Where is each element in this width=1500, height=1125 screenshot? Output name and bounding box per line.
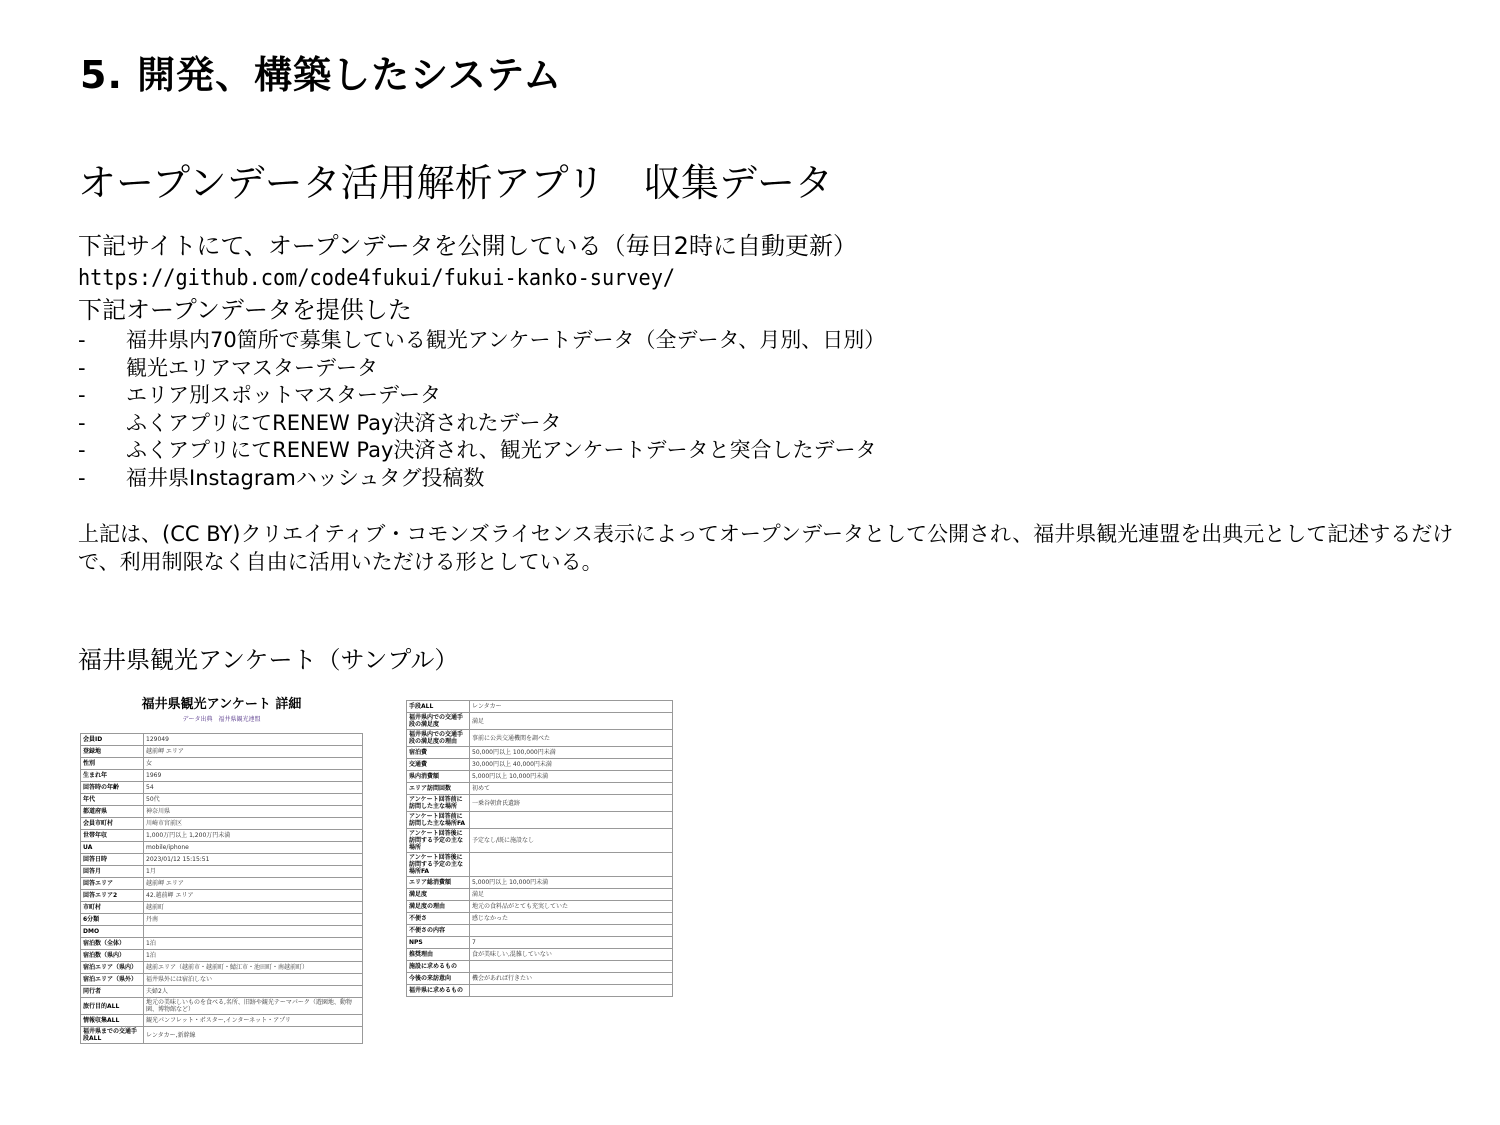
sample-sheet-2 bbox=[406, 700, 673, 1090]
field-name: 情報収集ALL bbox=[81, 1015, 144, 1027]
field-name: UA bbox=[81, 842, 144, 854]
table-row bbox=[81, 998, 363, 1015]
field-name: 登録地 bbox=[81, 746, 144, 758]
list-item-text: 福井県内70箇所で募集している観光アンケートデータ（全データ、月別、日別） bbox=[126, 328, 886, 352]
table-row bbox=[407, 985, 673, 997]
field-name: 6分類 bbox=[81, 914, 144, 926]
table-row bbox=[407, 937, 673, 949]
field-name: アンケート回答前に訪問した主な場所FA bbox=[407, 812, 470, 829]
field-value: レンタカー,新幹線 bbox=[144, 1027, 363, 1044]
field-value: 5,000円以上 10,000円未満 bbox=[470, 877, 673, 889]
field-name: 旅行目的ALL bbox=[81, 998, 144, 1015]
table-row bbox=[407, 973, 673, 985]
field-value: 地元の食料品がとても充実していた bbox=[470, 901, 673, 913]
field-value: 2023/01/12 15:15:51 bbox=[144, 854, 363, 866]
table-row bbox=[81, 746, 363, 758]
field-value: 夫婦2人 bbox=[144, 986, 363, 998]
slide-title: 5. 開発、構築したシステム bbox=[80, 53, 563, 97]
field-value: 54 bbox=[144, 782, 363, 794]
sample-title: 福井県観光アンケート（サンプル） bbox=[78, 646, 459, 674]
field-value bbox=[470, 853, 673, 877]
field-value bbox=[470, 812, 673, 829]
field-name: 市町村 bbox=[81, 902, 144, 914]
survey-table bbox=[80, 733, 363, 1044]
table-row bbox=[407, 759, 673, 771]
table-row bbox=[407, 829, 673, 853]
table-row bbox=[407, 771, 673, 783]
table-row bbox=[81, 818, 363, 830]
field-name: 推奨理由 bbox=[407, 949, 470, 961]
table-row bbox=[407, 783, 673, 795]
field-value: 一乗谷朝倉氏遺跡 bbox=[470, 795, 673, 812]
field-value: 1泊 bbox=[144, 950, 363, 962]
field-name: 宿泊数（全体） bbox=[81, 938, 144, 950]
field-name: 県内消費額 bbox=[407, 771, 470, 783]
table-row bbox=[81, 974, 363, 986]
field-value bbox=[470, 961, 673, 973]
table-row bbox=[81, 1015, 363, 1027]
list-item bbox=[78, 327, 1458, 355]
field-value: 越前町 bbox=[144, 902, 363, 914]
table-row bbox=[407, 713, 673, 730]
table-row bbox=[407, 812, 673, 829]
field-name: 満足度の理由 bbox=[407, 901, 470, 913]
field-value: 感じなかった bbox=[470, 913, 673, 925]
field-value: mobile/iphone bbox=[144, 842, 363, 854]
table-row bbox=[407, 701, 673, 713]
bullet-marker: - bbox=[78, 383, 86, 407]
field-value: 42.越前岬 エリア bbox=[144, 890, 363, 902]
field-value: 福井県外には宿泊しない bbox=[144, 974, 363, 986]
field-value: 観光パンフレット・ポスター,インターネット・アプリ bbox=[144, 1015, 363, 1027]
field-value bbox=[144, 926, 363, 938]
field-value: 丹南 bbox=[144, 914, 363, 926]
table-row bbox=[81, 770, 363, 782]
list-item bbox=[78, 410, 1458, 438]
table-row bbox=[81, 758, 363, 770]
table-row bbox=[81, 854, 363, 866]
field-name: 回答エリア2 bbox=[81, 890, 144, 902]
field-name: 交通費 bbox=[407, 759, 470, 771]
field-name: 宿泊費 bbox=[407, 747, 470, 759]
field-name: 不便さ bbox=[407, 913, 470, 925]
table-row bbox=[407, 949, 673, 961]
table-row bbox=[81, 890, 363, 902]
field-value: 事前に公共交通機関を調べた bbox=[470, 730, 673, 747]
bullet-marker: - bbox=[78, 438, 86, 462]
bullet-marker: - bbox=[78, 355, 86, 380]
field-value: 越前岬 エリア bbox=[144, 878, 363, 890]
list-item-text: ふくアプリにてRENEW Pay決済されたデータ bbox=[126, 410, 562, 435]
field-name: 宿泊エリア（県外） bbox=[81, 974, 144, 986]
field-name: 世帯年収 bbox=[81, 830, 144, 842]
field-name: 福井県に求めるもの bbox=[407, 985, 470, 997]
table-row bbox=[81, 878, 363, 890]
bullet-marker: - bbox=[78, 465, 86, 490]
intro-text: 下記サイトにて、オープンデータを公開している（毎日2時に自動更新） bbox=[78, 232, 857, 260]
field-name: エリア総消費額 bbox=[407, 877, 470, 889]
table-row bbox=[81, 986, 363, 998]
table-row bbox=[81, 914, 363, 926]
content-block bbox=[78, 230, 1458, 492]
field-name: DMO bbox=[81, 926, 144, 938]
table-row bbox=[407, 877, 673, 889]
list-item-text: ふくアプリにてRENEW Pay決済され、観光アンケートデータと突合したデータ bbox=[126, 438, 877, 462]
field-value: 食が美味しい,混雑していない bbox=[470, 949, 673, 961]
table-row bbox=[407, 889, 673, 901]
table-row bbox=[407, 901, 673, 913]
field-name: 福井県までの交通手段ALL bbox=[81, 1027, 144, 1044]
field-name: 不便さの内容 bbox=[407, 925, 470, 937]
field-value: 1泊 bbox=[144, 938, 363, 950]
field-name: 回答日時 bbox=[81, 854, 144, 866]
field-value: 満足 bbox=[470, 889, 673, 901]
table-row bbox=[81, 962, 363, 974]
dataset-list bbox=[78, 327, 1458, 492]
field-name: アンケート回答前に訪問した主な場所 bbox=[407, 795, 470, 812]
field-value: 30,000円以上 40,000円未満 bbox=[470, 759, 673, 771]
field-value bbox=[470, 925, 673, 937]
field-value: 神奈川県 bbox=[144, 806, 363, 818]
table-row bbox=[81, 806, 363, 818]
list-item-text: エリア別スポットマスターデータ bbox=[126, 383, 441, 407]
field-name: 宿泊エリア（県内） bbox=[81, 962, 144, 974]
field-value: 越前エリア（越前市・越前町・鯖江市・池田町・南越前町） bbox=[144, 962, 363, 974]
table-row bbox=[407, 747, 673, 759]
field-value: レンタカー bbox=[470, 701, 673, 713]
field-name: 宿泊数（県内） bbox=[81, 950, 144, 962]
table-row bbox=[81, 830, 363, 842]
field-name: 福井県内での交通手段の満足度 bbox=[407, 713, 470, 730]
field-value: 1,000万円以上 1,200万円未満 bbox=[144, 830, 363, 842]
list-item bbox=[78, 437, 1458, 465]
field-value: 越前岬 エリア bbox=[144, 746, 363, 758]
table-row bbox=[407, 853, 673, 877]
field-value: 50代 bbox=[144, 794, 363, 806]
table-row bbox=[81, 782, 363, 794]
list-item-text: 福井県Instagramハッシュタグ投稿数 bbox=[126, 465, 485, 490]
table-row bbox=[81, 1027, 363, 1044]
sample-sheet-1 bbox=[80, 690, 363, 1104]
field-name: NPS bbox=[407, 937, 470, 949]
field-value: 初めて bbox=[470, 783, 673, 795]
table-row bbox=[81, 950, 363, 962]
field-value: 129049 bbox=[144, 734, 363, 746]
field-name: エリア訪問回数 bbox=[407, 783, 470, 795]
table-row bbox=[407, 795, 673, 812]
field-name: 回答時の年齢 bbox=[81, 782, 144, 794]
field-value: 1969 bbox=[144, 770, 363, 782]
field-value bbox=[470, 985, 673, 997]
field-value: 7 bbox=[470, 937, 673, 949]
field-name: 手段ALL bbox=[407, 701, 470, 713]
field-value: 機会があれば行きたい bbox=[470, 973, 673, 985]
field-value: 女 bbox=[144, 758, 363, 770]
field-name: 今後の来訪意向 bbox=[407, 973, 470, 985]
field-name: 会員ID bbox=[81, 734, 144, 746]
field-name: 年代 bbox=[81, 794, 144, 806]
table-row bbox=[81, 734, 363, 746]
field-name: 生まれ年 bbox=[81, 770, 144, 782]
list-item bbox=[78, 382, 1458, 410]
survey-table bbox=[406, 700, 673, 997]
field-name: 回答月 bbox=[81, 866, 144, 878]
field-value: 満足 bbox=[470, 713, 673, 730]
list-item bbox=[78, 465, 1458, 493]
github-link[interactable]: https://github.com/code4fukui/fukui-kanko-survey/ bbox=[78, 266, 676, 291]
field-name: 満足度 bbox=[407, 889, 470, 901]
field-name: 都道府県 bbox=[81, 806, 144, 818]
field-name: 施設に求めるもの bbox=[407, 961, 470, 973]
field-name: 同行者 bbox=[81, 986, 144, 998]
field-value: 川崎市宮前区 bbox=[144, 818, 363, 830]
table-row bbox=[407, 925, 673, 937]
field-name: アンケート回答後に訪問する予定の主な場所FA bbox=[407, 853, 470, 877]
field-name: 性別 bbox=[81, 758, 144, 770]
field-name: 回答エリア bbox=[81, 878, 144, 890]
field-value: 1月 bbox=[144, 866, 363, 878]
table-row bbox=[407, 913, 673, 925]
table-row bbox=[81, 938, 363, 950]
list-item bbox=[78, 355, 1458, 383]
table-row bbox=[81, 926, 363, 938]
sheet-title: 福井県観光アンケート 詳細 bbox=[141, 697, 302, 712]
license-text: 上記は、(CC BY)クリエイティブ・コモンズライセンス表示によってオープンデータとして公開され、福井県観光連盟を出典元として記述するだけで、利用制限なく自由に活用いただける形としている。 bbox=[78, 522, 1454, 574]
table-row bbox=[407, 730, 673, 747]
bullet-marker: - bbox=[78, 328, 86, 352]
field-value: 5,000円以上 10,000円未満 bbox=[470, 771, 673, 783]
slide-subtitle: オープンデータ活用解析アプリ 収集データ bbox=[78, 161, 834, 205]
field-value: 50,000円以上 100,000円未満 bbox=[470, 747, 673, 759]
table-row bbox=[81, 866, 363, 878]
field-name: アンケート回答後に訪問する予定の主な場所 bbox=[407, 829, 470, 853]
bullet-marker: - bbox=[78, 410, 86, 435]
table-row bbox=[407, 961, 673, 973]
sheet-source: データ出典 福井県観光連盟 bbox=[182, 716, 261, 723]
provided-heading: 下記オープンデータを提供した bbox=[78, 296, 412, 324]
list-item-text: 観光エリアマスターデータ bbox=[126, 355, 378, 380]
field-value: 予定なし/既に施設なし bbox=[470, 829, 673, 853]
field-name: 福井県内での交通手段の満足度の理由 bbox=[407, 730, 470, 747]
table-row bbox=[81, 842, 363, 854]
field-name: 会員市町村 bbox=[81, 818, 144, 830]
table-row bbox=[81, 902, 363, 914]
table-row bbox=[81, 794, 363, 806]
field-value: 地元の美味しいものを食べる,名所、旧跡や観光テーマパーク（遊園地、動物園、博物館など） bbox=[144, 998, 363, 1015]
